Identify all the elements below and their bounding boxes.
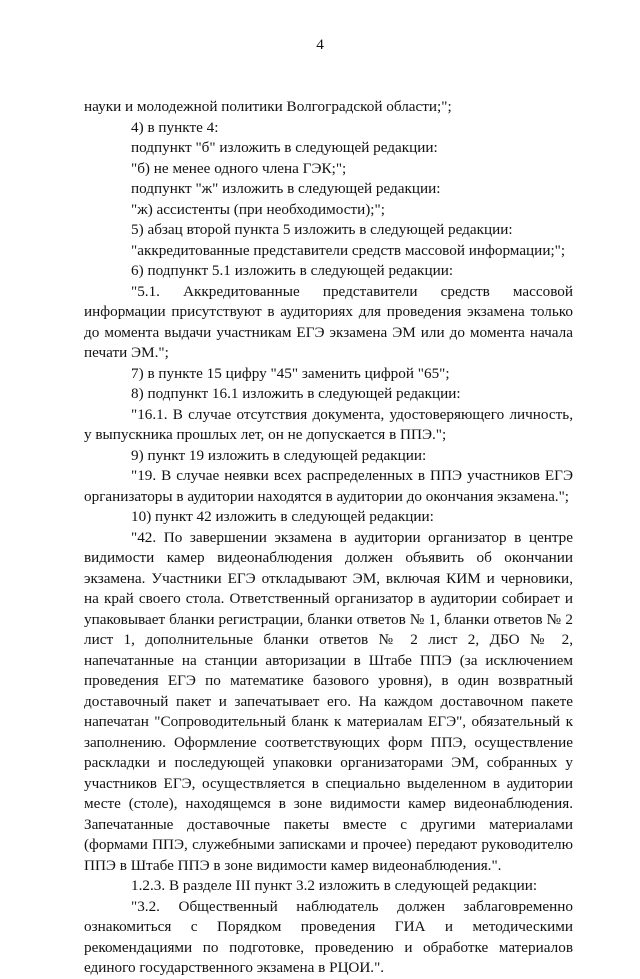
paragraph-clause-19: "19. В случае неявки всех распределенных в ППЭ участников ЕГЭ организаторы в аудитории находятся в аудитории до окончания экзамена."; <box>84 467 573 505</box>
paragraph-item-5-text: "аккредитованные представители средств массовой информации;"; <box>131 241 566 259</box>
paragraph-item-9: 9) пункт 19 изложить в следующей редакции: <box>131 446 427 464</box>
paragraph-clause-42: "42. По завершении экзамена в аудитории организатор в центре видимости камер видеонаблюдения должен объявить об окончании экзамена. Участники ЕГЭ откладывают ЭМ, включая КИМ и черновики, на край своего стола. Ответственный организатор в аудитории собирает и упаковывает бланки регистрации, бланки ответов № 1, бланки ответов № 2 лист 1, дополнительные бланки ответов № 2 лист 2, ДБО № 2, напечатанные на станции авторизации в Штабе ППЭ (за исключением проведения ЕГЭ по математике базового уровня), в один возвратный доставочный пакет и запечатывает его. На каждом доставочном пакете напечатан "Сопроводительный бланк к материалам ЕГЭ", обязательный к заполнению. Оформление соответствующих форм ППЭ, осуществление раскладки и последующей упаковки организаторами ЭМ, собранных у участников ЕГЭ, осуществляется в специально выделенном в аудитории месте (столе), находящемся в зоне видимости камер видеонаблюдения. Запечатанные доставочные пакеты вместе с другими материалами (формами ППЭ, служебными записками и прочее) передают руководителю ППЭ в Штабе ППЭ в зоне видимости камер видеонаблюдения.". <box>84 528 573 874</box>
paragraph-subitem-b-text: "б) не менее одного члена ГЭК;"; <box>131 159 347 177</box>
paragraph-item-1-2-3: 1.2.3. В разделе III пункт 3.2 изложить в следующей редакции: <box>131 877 538 894</box>
paragraph-clause-5-1: "5.1. Аккредитованные представители средств массовой информации присутствуют в аудиториях для проведения экзамена только до момента выдачи участникам ЕГЭ экзамена ЭМ или до момента начала печати ЭМ."; <box>84 282 573 361</box>
paragraph-item-10: 10) пункт 42 изложить в следующей редакции: <box>131 508 434 525</box>
paragraph-subitem-b-intro: подпункт "б" изложить в следующей редакции: <box>131 139 438 156</box>
document-body <box>84 97 573 979</box>
paragraph-subitem-zh-intro: подпункт "ж" изложить в следующей редакции: <box>131 180 441 197</box>
page-number: 4 <box>316 36 324 53</box>
paragraph-item-6: 6) подпункт 5.1 изложить в следующей редакции: <box>131 262 454 279</box>
paragraph-subitem-zh-text: "ж) ассистенты (при необходимости);"; <box>131 200 385 218</box>
paragraph-item-7: 7) в пункте 15 цифру "45" заменить цифрой "65"; <box>131 364 450 382</box>
paragraph-item-5: 5) абзац второй пункта 5 изложить в следующей редакции: <box>131 221 513 238</box>
paragraph-item-4: 4) в пункте 4: <box>131 118 219 136</box>
paragraph-continuation: науки и молодежной политики Волгоградской области;"; <box>84 98 452 115</box>
paragraph-item-8: 8) подпункт 16.1 изложить в следующей редакции: <box>131 385 461 402</box>
paragraph-clause-16-1: "16.1. В случае отсутствия документа, удостоверяющего личность, у выпускника прошлых лет, он не допускается в ППЭ."; <box>84 405 573 443</box>
paragraph-clause-3-2: "3.2. Общественный наблюдатель должен заблаговременно ознакомиться с Порядком проведения ГИА и методическими рекомендациями по подготовке, проведению и обработке материалов единого государственного экзамена в РЦОИ.". <box>84 897 573 976</box>
